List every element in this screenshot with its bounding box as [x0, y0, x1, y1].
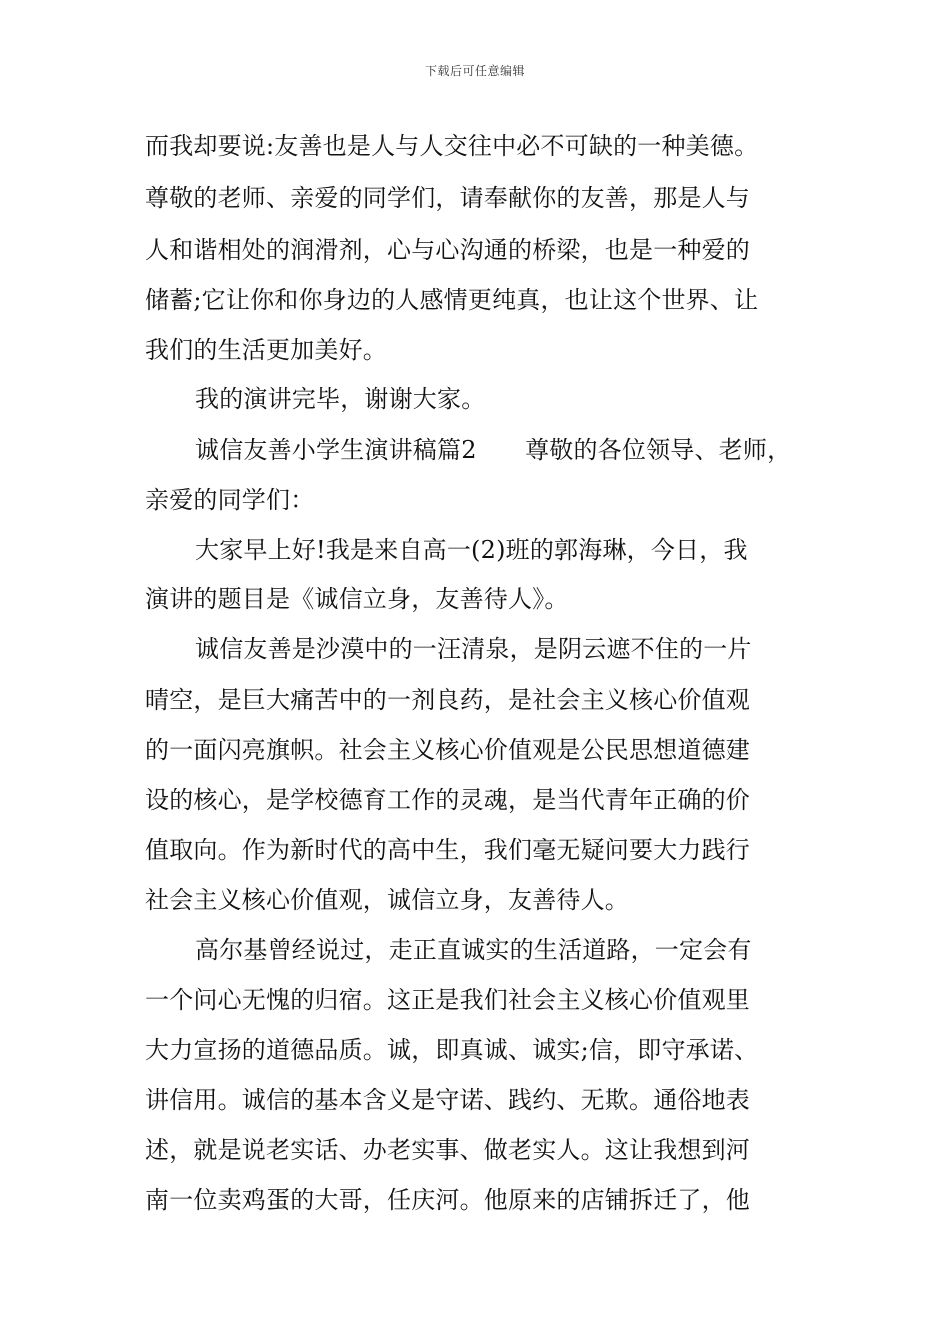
text-line: 设的核心，是学校德育工作的灵魂，是当代青年正确的价: [145, 786, 750, 814]
text-line: 晴空，是巨大痛苦中的一剂良药，是社会主义核心价值观: [145, 686, 750, 714]
page-header: 下载后可任意编辑: [424, 64, 525, 78]
text-line: 高尔基曾经说过，走正直诚实的生活道路，一定会有: [195, 936, 752, 964]
text-line: 大力宣扬的道德品质。诚，即真诚、诚实;信，即守承诺、: [145, 1036, 759, 1064]
text-line: 人和谐相处的润滑剂，心与心沟通的桥梁，也是一种爱的: [145, 236, 750, 264]
text-line: 值取向。作为新时代的高中生，我们毫无疑问要大力践行: [145, 836, 750, 864]
text-line: 储蓄;它让你和你身边的人感情更纯真，也让这个世界、让: [145, 286, 759, 314]
text-line: 南一位卖鸡蛋的大哥，任庆河。他原来的店铺拆迁了，他: [145, 1186, 750, 1214]
text-line: 我们的生活更加美好。: [145, 336, 387, 364]
text-line: 大家早上好!我是来自高一(2)班的郭海琳，今日，我: [195, 536, 748, 564]
text-line: 尊敬的老师、亲爱的同学们，请奉献你的友善，那是人与: [145, 184, 750, 212]
text-line: 演讲的题目是《诚信立身，友善待人》。: [145, 585, 569, 613]
text-line: 诚信友善是沙漠中的一汪清泉，是阴云遮不住的一片: [195, 635, 752, 663]
text-line: 的一面闪亮旗帜。社会主义核心价值观是公民思想道德建: [145, 736, 750, 764]
text-line: 一个问心无愧的归宿。这正是我们社会主义核心价值观里: [145, 986, 750, 1014]
text-line: 讲信用。诚信的基本含义是守诺、践约、无欺。通俗地表: [145, 1086, 750, 1114]
text-line: 而我却要说:友善也是人与人交往中必不可缺的一种美德。: [145, 132, 759, 160]
text-line: 亲爱的同学们：: [145, 486, 315, 514]
text-line: 述，就是说老实话、办老实事、做老实人。这让我想到河: [145, 1136, 750, 1164]
text-line: 诚信友善小学生演讲稿篇2 尊敬的各位领导、老师，: [195, 436, 792, 464]
text-line: 社会主义核心价值观，诚信立身，友善待人。: [145, 886, 629, 914]
text-line: 我的演讲完毕，谢谢大家。: [195, 385, 486, 413]
